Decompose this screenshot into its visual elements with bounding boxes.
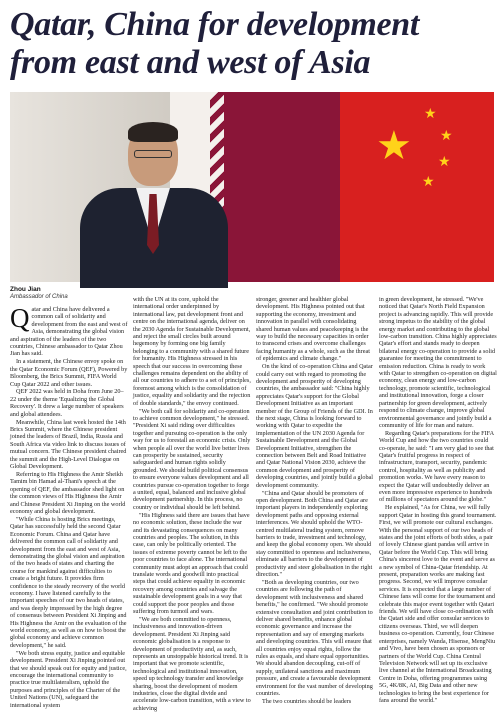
paragraph: "While China is hosting Brics meetings, Qatar has successfully held the second Qatar Economic Forum. China and Qatar have delivered the common call of solidarity and development from the east and west of Asia, demonstrating the global vision and aspiration of the two heads of states and charting the course for mankind against difficulties to create a bright future. It provides firm confidence to the steady recovery of the world economy. I have listened carefully to the important speeches of our two heads of states, and was deeply impressed by the high degree of consensus between President Xi Jinping and His Highness the Amir on the evaluation of the world economy, as well as on how to boost the global economy and achieve common development," he said.: [10, 515, 127, 649]
paragraph: "China and Qatar should be promoters of open development. Both China and Qatar are important players in independently exploring development paths and opposing external interferences. We should uphold the WTO-centred multilateral trading system, remove barriers to trade, investment and technology, and keep the global economy open. We should stay committed to openness and inclusiveness, eliminate all barriers to the development of productivity and steer globalisation in the right direction.": [256, 489, 373, 579]
byline-name: Zhou Jian: [10, 286, 41, 293]
portrait-glasses: [134, 150, 172, 158]
china-flag-big-star-icon: ★: [376, 123, 412, 168]
paragraph: Referring to His Highness the Amir Sheikh Tamim bin Hamad al-Thani's speech at the opening of QEF, the ambassador shed light on the common views of His Highness the Amir and Chinese President Xi Jinping on the world economy and global development.: [10, 470, 126, 515]
paragraph: Regarding Qatar's preparations for the FIFA World Cup and how the two countries could co-operate, he said: "I am very glad to see that Qatar's fruitful progress in respect of infrastructure, transport, security, pandemic control, hospitality as well as publicity and promotion works. We have every reason to expect the Qatar will undoubtedly deliver an even more impressive experience to hundreds of millions of spectators around the globe.": [379, 429, 494, 504]
paragraph: He explained, "As for China, we will fully support Qatar in hosting this grand tournament. First, we will promote our cultural exchanges. With the personal support of our two heads of states and the joint efforts of both sides, a pair of lovely Chinese giant pandas will arrive in Qatar before the World Cup. This will bring China's sincerest love to the event and serve as a new symbol of China-Qatar friendship. At present, preparation works are making fast progress. Second, we will improve consular services. It is expected that a large number of Chinese fans will come for the tournament and celebrate this major event together with Qatari friends. We will have close co-ordination with the Qatari side and offer consular services to citizens overseas. Third, we will deepen business co-operation. Currently, four Chinese enterprises, namely Wanda, Hisense, MengNiu and Vivo, have been chosen as sponsors or partners of the World Cup. China Central Television Network will set up its exclusive live channel at the International Broadcasting Centre in Doha, offering programmes using 5G, 4K/8K, AI, Big Data and other new technologies to bring the best experience for fans around the world.": [379, 504, 497, 704]
china-flag-small-star-icon: ★: [440, 129, 453, 144]
paragraph: On the kind of co-operation China and Qatar could carry out with regard to promoting the development and prosperity of developing countries, the ambassador said: "China highly appreciates Qatar's support for the Global Development Initiative as an important member of the Group of Friends of the GDI. In the next stage, China is looking forward to working with Qatar to expedite the implementation of the UN 2030 Agenda for Sustainable Development and the Global Development Initiative, strengthen the connection between Belt and Road Initiative and Qatar National Vision 2030, achieve the common development and prosperity of developing countries, and jointly build a global development community.: [256, 363, 374, 489]
china-flag: [340, 92, 494, 282]
paragraph: "We both call for solidarity and co-operation to achieve common development," he stressed. "President Xi said riding over difficulties together and pursuing co-operation is the only way for us to forestall an economic crisis. Only when people all over the world live better lives can prosperity be sustained, security safeguarded and human rights solidly grounded. We should build political consensus to ensure everyone values development and all countries pursue co-operation together to forge a united, equal, balanced and inclusive global development partnership. In this process, no country or individual should be left behind.: [133, 407, 251, 511]
paragraph: "We both stress equity, justice and equitable development. President Xi Jinping pointed out that we should speak out for equity and justice, encourage the international community to practice true multilateralism, uphold the purposes and principles of the Charter of the United Nations (UN), safeguard the international system: [10, 649, 127, 709]
article-column-1: [10, 303, 128, 709]
byline-role: Ambassador of China: [10, 294, 68, 300]
ambassador-photo: [10, 92, 494, 282]
article-column-3: [256, 296, 374, 705]
portrait-hair: [128, 122, 178, 142]
china-flag-small-star-icon: ★: [424, 107, 437, 122]
headline: Qatar, China for development from east and west of Asia: [10, 6, 420, 81]
drop-cap: Q: [10, 303, 30, 333]
paragraph: In a statement, the Chinese envoy spoke on the Qatar Economic Forum (QEF), Powered by Bloomberg, the Brics Summit, FIFA World Cup Qatar 2022 and other issues.: [10, 358, 128, 388]
article-column-2: [133, 296, 251, 712]
paragraph: in green development, he stressed. "We've noticed that Qatar's North Field Expansion project is advancing rapidly. This will provide strong impetus to the stability of the global energy market and contributing to the global low-carbon transition. China highly appreciates Qatar's effort and stands ready to deepen bilateral energy co-operation to provide a solid guarantee for meeting the commitment to emission reduction. China is ready to work with Qatar to strengthen co-operation on digital economy, clean energy and low-carbon technology, promote scientific, technological and institutional innovation, forge a closer partnership for green development, actively respond to climate change, improve global environmental governance and jointly build a community of life for man and nature.: [379, 296, 497, 429]
paragraph: Meanwhile, China last week hosted the 14th Brics Summit, where the Chinese president joined the leaders of Brazil, India, Russia and South Africa via video link to discuss issues of mutual concern. The Chinese president chaired the summit and the High-Level Dialogue on Global Development.: [10, 418, 127, 471]
china-flag-small-star-icon: ★: [438, 155, 451, 170]
paragraph: atar and China have delivered a common call of solidarity and development from the east and west of Asia, demonstrating the global vision and aspiration of the leaders of the two countries, Chinese ambassador to Qatar Zhou Jian has said.: [10, 306, 128, 358]
paragraph: The two countries should be leaders: [262, 697, 352, 705]
paragraph: "His Highness said there are issues that have no economic solution, these include the war and its devastating consequences on many countries and peoples. The solution, in this case, can only be politically oriented. The issues of extreme poverty cannot be left to the poor countries to face alone. The international community must adopt an approach that could translate words and goodwill into practical steps that could achieve equality in economic recovery among countries and salvage the sustainable development goals in a way that could support the poor peoples and those suffering from turmoil and wars.: [133, 511, 250, 616]
paragraph: "Both as developing countries, our two countries are following the path of development with inclusiveness and shared benefits," he confirmed. "We should promote extensive consultation and joint contribution to deliver shared benefits, enhance global economic governance and increase the representation and say of emerging markets and developing countries. This will ensure that all countries enjoy equal rights, follow the rules as equals, and share equal opportunities. We should abandon decoupling, cut-off of supply, unilateral sanctions and maximum pressure, and create a favourable development environment for the vast number of developing countries.: [256, 578, 373, 698]
paragraph: QEF 2022 was held in Doha from June 20–22 under the theme 'Equalizing the Global Recovery'. It drew a large number of speakers and global attendees.: [10, 388, 124, 418]
paragraph: stronger, greener and healthier global development. His Highness pointed out that supporting the economy, investment and innovation in parallel with consolidating shared human values and peacekeeping is the way to build the necessary capacities in order to transcend crises and overcome challenges facing humanity as a whole, such as the threat of epidemics and climate change.": [256, 296, 370, 363]
paragraph: with the UN at its core, uphold the international order underpinned by international law, put development front and centre on the international agenda, deliver on the 2030 Agenda for Sustainable Development, and reject the small circles built around hegemony by forming one big family belonging to a community with a shared future for humanity. His Highness stressed in his speech that our success in overcoming these challenges remains dependent on the ability of all our countries to adhere to a set of principles, foremost among which is the consolidation of justice, equality and solidarity and the rejection of double standards," the envoy continued.: [133, 296, 251, 407]
china-flag-small-star-icon: ★: [422, 175, 435, 190]
article-column-4: [379, 296, 497, 704]
paragraph: "We are both committed to openness, inclusiveness and innovation-driven development. President Xi Jinping said economic globalisation is a response to development of productivity and, as such, represents an unstoppable historical trend. It is important that we promote scientific, technological and institutional innovation, speed up technology transfer and knowledge sharing, boost the development of modern industries, close the digital divide and accelerate low-carbon transition, with a view to achieving: [133, 615, 251, 712]
ambassador-portrait: [70, 124, 240, 282]
